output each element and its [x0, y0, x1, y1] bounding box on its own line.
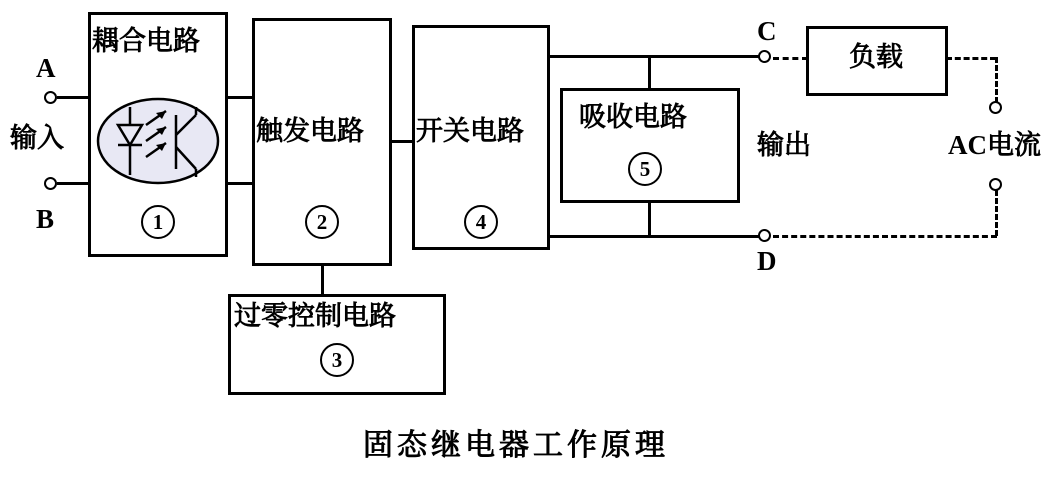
- diagram-title: 固态继电器工作原理: [363, 429, 669, 462]
- terminal-label-b: B: [36, 204, 55, 234]
- input-label: 输入: [10, 123, 64, 153]
- dashed-ac-to-d: [773, 235, 997, 238]
- dashed-ac-bottom: [995, 190, 998, 236]
- wire-a-to-coupling: [57, 96, 90, 99]
- block-coupling-number: 1: [141, 205, 175, 239]
- block-trigger-number: 2: [305, 205, 339, 239]
- wire-trigger-to-zerocross: [321, 264, 324, 296]
- terminal-label-d: D: [757, 246, 777, 276]
- block-zero-cross-number: 3: [320, 343, 354, 377]
- block-switch-label: 开关电路: [416, 116, 524, 146]
- terminal-ac-top: [989, 101, 1002, 114]
- wire-b-to-coupling: [57, 182, 90, 185]
- wire-switch-bottom-rail: [548, 235, 760, 238]
- dashed-c-to-load: [773, 57, 808, 60]
- optocoupler-icon: [92, 95, 224, 187]
- block-absorb-number: 5: [628, 152, 662, 186]
- terminal-d: [758, 229, 771, 242]
- block-absorb-label: 吸收电路: [579, 102, 687, 132]
- ac-current-label: AC电流: [948, 130, 1041, 160]
- terminal-label-c: C: [757, 16, 777, 46]
- dashed-load-to-ac: [946, 57, 996, 60]
- output-label: 输出: [757, 130, 811, 160]
- wire-switch-top-rail: [548, 55, 760, 58]
- block-load-label: 负载: [849, 42, 903, 72]
- block-coupling-label: 耦合电路: [92, 26, 200, 56]
- block-switch-number: 4: [464, 205, 498, 239]
- terminal-a: [44, 91, 57, 104]
- terminal-c: [758, 50, 771, 63]
- block-zero-cross-label: 过零控制电路: [234, 301, 396, 331]
- block-trigger-label: 触发电路: [256, 116, 364, 146]
- wire-absorb-top-tap: [648, 55, 651, 90]
- wire-trigger-to-switch: [390, 140, 414, 143]
- wire-absorb-bottom-tap: [648, 201, 651, 237]
- dashed-ac-top: [995, 57, 998, 103]
- terminal-b: [44, 177, 57, 190]
- terminal-label-a: A: [36, 53, 56, 83]
